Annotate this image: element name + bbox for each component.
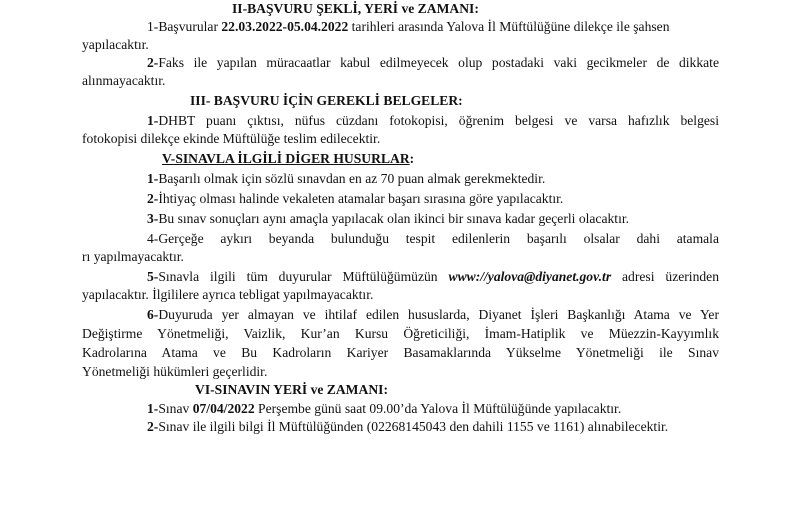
s5-item-5-continuation: yapılacaktır. İlgililere ayrıca tebligat yapılmayacaktır. xyxy=(82,287,374,302)
s6-item-1-text-a: Sınav xyxy=(158,401,193,416)
section-6-heading: VI-SINAVIN YERİ ve ZAMANI: xyxy=(195,382,388,397)
s5-item-2 xyxy=(147,190,563,208)
s3-item-1-number: 1- xyxy=(147,113,159,128)
s2-item-2-text: Faks ile yapılan müracaatlar kabul edilmeyecek olup postadaki vaki gecikmeler de dikkate xyxy=(158,55,719,70)
s2-item-1 xyxy=(147,18,670,36)
s6-item-1-number: 1- xyxy=(147,401,159,416)
s2-item-2-continuation: alınmayacaktır. xyxy=(82,73,166,88)
s5-item-6-text: Duyuruda yer almayan ve ihtilaf edilen hususlarda, Diyanet İşleri Başkanlığı Atama ve Yer xyxy=(158,307,719,322)
section-5-heading xyxy=(162,150,414,168)
s2-item-1-continuation: yapılacaktır. xyxy=(82,37,149,52)
s5-item-1-text: Başarılı olmak için sözlü sınavdan en az 70 puan almak gerekmektedir. xyxy=(158,171,546,186)
s5-item-5-text-a: Sınavla ilgili tüm duyurular Müftülüğümüzün xyxy=(158,269,449,284)
s5-item-3 xyxy=(147,210,629,228)
s5-item-2-text: İhtiyaç olması halinde vekaleten atamalar başarı sırasına göre yapılacaktır. xyxy=(158,191,564,206)
s5-item-4: 4-Gerçeğe aykırı beyanda bulunduğu tespit edilenlerin başarılı olsalar dahi atamala xyxy=(147,231,719,246)
s2-item-1-text-b: tarihleri arasında Yalova İl Müftülüğüne dilekçe ile şahsen xyxy=(348,19,670,34)
section-2-heading: II-BAŞVURU ŞEKLİ, YERİ ve ZAMANI: xyxy=(232,1,479,16)
s3-item-1-continuation: fotokopisi dilekçe ekinde Müftülüğe teslim edilecektir. xyxy=(82,131,381,146)
s3-item-1-text: DHBT puanı çıktısı, nüfus cüzdanı fotokopisi, öğrenim belgesi ve varsa hafızlık belgesi xyxy=(158,113,719,128)
s5-item-5 xyxy=(147,268,719,286)
s5-item-5-text-b: adresi üzerinden xyxy=(611,269,719,284)
section-3-heading: III- BAŞVURU İÇİN GEREKLİ BELGELER: xyxy=(190,93,463,108)
s5-item-3-text: Bu sınav sonuçları aynı amaçla yapılacak olan ikinci bir sınava kadar geçerli olacaktır. xyxy=(158,211,630,226)
s6-item-1 xyxy=(147,400,621,418)
s5-item-6-line-4: Yönetmeliği hükümleri geçerlidir. xyxy=(82,364,268,379)
s2-item-2-number: 2- xyxy=(147,55,159,70)
s5-item-1 xyxy=(147,170,545,188)
s6-item-2-number: 2- xyxy=(147,419,159,434)
s2-item-2 xyxy=(147,54,719,72)
s6-item-1-text-b: Perşembe günü saat 09.00’da Yalova İl Müftülüğünde yapılacaktır. xyxy=(254,401,622,416)
exam-date: 07/04/2022 xyxy=(192,401,255,416)
s3-item-1 xyxy=(147,112,719,130)
s6-item-2 xyxy=(147,418,668,436)
s5-item-1-number: 1- xyxy=(147,171,159,186)
website-link[interactable]: www://yalova@diyanet.gov.tr xyxy=(448,269,612,284)
s5-item-3-number: 3- xyxy=(147,211,159,226)
s5-item-4-continuation: rı yapılmayacaktır. xyxy=(82,249,184,264)
s2-item-1-number: 1- xyxy=(147,19,159,34)
s2-item-1-text-a: Başvurular xyxy=(158,19,222,34)
s5-item-6-line-2: Değiştirme Yönetmeliği, Vaizlik, Kur’an Kursu Öğreticiliği, İmam-Hatiplik ve Müezzin-Kayyımlık xyxy=(82,326,719,341)
s5-item-6 xyxy=(147,306,719,324)
section-5-heading-text: V-SINAVLA İLGİLİ DİGER HUSURLAR xyxy=(162,151,410,166)
section-5-heading-colon: : xyxy=(409,151,415,166)
s5-item-5-number: 5- xyxy=(147,269,159,284)
s5-item-6-line-3: Kadrolarına Atama ve Bu Kadroların Kariyer Basamaklarında Yükselme Yönetmeliği ile Sınav xyxy=(82,345,719,360)
s5-item-2-number: 2- xyxy=(147,191,159,206)
s5-item-6-number: 6- xyxy=(147,307,159,322)
s6-item-2-text: Sınav ile ilgili bilgi İl Müftülüğünden (02268145043 den dahili 1155 ve 1161) alınabilecektir. xyxy=(158,419,669,434)
application-dates: 22.03.2022-05.04.2022 xyxy=(221,19,349,34)
